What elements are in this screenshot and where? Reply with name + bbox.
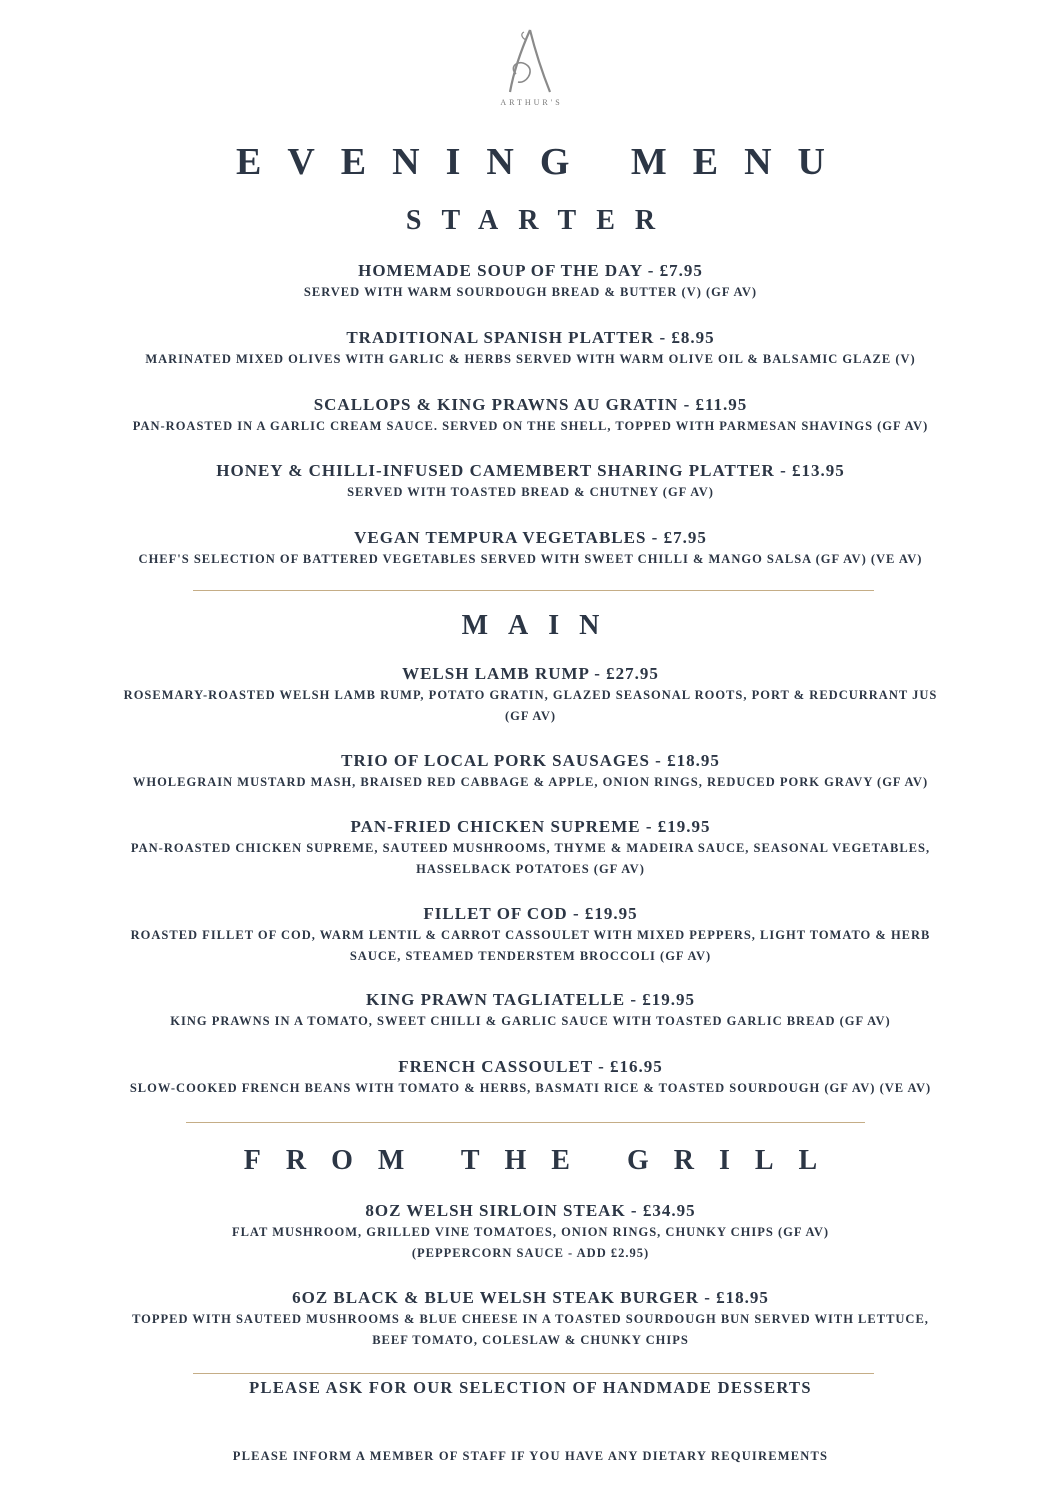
menu-item [30,750,1031,793]
item-name: KING PRAWN TAGLIATELLE - £19.95 [365,990,695,1009]
item-description: MARINATED MIXED OLIVES WITH GARLIC & HERBS SERVED WITH WARM OLIVE OIL & BALSAMIC GLAZE (V) [145,352,916,366]
item-description: SLOW-COOKED FRENCH BEANS WITH TOMATO & HERBS, BASMATI RICE & TOASTED SOURDOUGH (GF AV) (VE AV) [129,1081,932,1095]
arthurs-logo [490,26,570,116]
menu-item [30,903,1031,967]
item-name: PAN-FRIED CHICKEN SUPREME - £19.95 [350,817,711,836]
item-description: PAN-ROASTED IN A GARLIC CREAM SAUCE. SERVED ON THE SHELL, TOPPED WITH PARMESAN SHAVINGS (GF AV) [132,419,929,433]
section-heading-grill: FROM THE GRILL [243,1145,843,1176]
item-name: FILLET OF COD - £19.95 [423,904,638,923]
brand-name: ARTHUR'S [500,98,563,107]
menu-item [30,1200,1031,1264]
menu-item [30,394,1031,437]
a-monogram-icon [500,26,560,96]
item-name: 6OZ BLACK & BLUE WELSH STEAK BURGER - £18.95 [292,1288,769,1307]
menu-item [30,663,1031,727]
item-name: VEGAN TEMPURA VEGETABLES - £7.95 [354,528,707,547]
menu-item [30,327,1031,370]
page-title: EVENING MENU [236,141,851,183]
item-description: PAN-ROASTED CHICKEN SUPREME, SAUTEED MUSHROOMS, THYME & MADEIRA SAUCE, SEASONAL VEGETABLES, HASSELBACK POTATOES (GF AV) [130,841,931,876]
item-description: WHOLEGRAIN MUSTARD MASH, BRAISED RED CABBAGE & APPLE, ONION RINGS, REDUCED PORK GRAVY (GF AV) [132,775,929,789]
item-name: 8OZ WELSH SIRLOIN STEAK - £34.95 [365,1201,696,1220]
item-description: TOPPED WITH SAUTEED MUSHROOMS & BLUE CHEESE IN A TOASTED SOURDOUGH BUN SERVED WITH LETTUCE, BEEF TOMATO, COLESLAW & CHUNKY CHIPS [132,1312,929,1347]
dietary-note: PLEASE INFORM A MEMBER OF STAFF IF YOU HAVE ANY DIETARY REQUIREMENTS [232,1449,829,1463]
item-description: CHEF'S SELECTION OF BATTERED VEGETABLES SERVED WITH SWEET CHILLI & MANGO SALSA (GF AV) (VE AV) [138,552,923,566]
section-divider [193,1373,874,1374]
item-name: FRENCH CASSOULET - £16.95 [398,1057,663,1076]
item-description: ROASTED FILLET OF COD, WARM LENTIL & CARROT CASSOULET WITH MIXED PEPPERS, LIGHT TOMATO & HERB SAUCE, STEAMED TENDERSTEM BROCCOLI (GF AV) [130,928,931,963]
section-heading-main: MAIN [461,610,620,641]
desserts-note: PLEASE ASK FOR OUR SELECTION OF HANDMADE DESSERTS [249,1378,812,1397]
menu-item [30,260,1031,303]
item-name: WELSH LAMB RUMP - £27.95 [402,664,659,683]
item-name: TRADITIONAL SPANISH PLATTER - £8.95 [346,328,715,347]
menu-item [30,460,1031,503]
item-description: SERVED WITH TOASTED BREAD & CHUTNEY (GF AV) [347,485,714,499]
section-divider [193,590,874,591]
section-divider [186,1122,865,1123]
menu-item [30,1056,1031,1099]
menu-item [30,1287,1031,1351]
item-name: TRIO OF LOCAL PORK SAUSAGES - £18.95 [341,751,720,770]
item-name: HONEY & CHILLI-INFUSED CAMEMBERT SHARING PLATTER - £13.95 [216,461,845,480]
item-name: HOMEMADE SOUP OF THE DAY - £7.95 [358,261,703,280]
section-heading-starter: STARTER [405,205,676,236]
menu-item [30,816,1031,880]
item-description: KING PRAWNS IN A TOMATO, SWEET CHILLI & GARLIC SAUCE WITH TOASTED GARLIC BREAD (GF AV) [170,1014,891,1028]
menu-item [30,527,1031,570]
item-description: SERVED WITH WARM SOURDOUGH BREAD & BUTTER (V) (GF AV) [303,285,758,299]
item-description: ROSEMARY-ROASTED WELSH LAMB RUMP, POTATO GRATIN, GLAZED SEASONAL ROOTS, PORT & REDCURRANT JUS (GF AV) [123,688,938,723]
item-description: FLAT MUSHROOM, GRILLED VINE TOMATOES, ONION RINGS, CHUNKY CHIPS (GF AV) (PEPPERCORN SAUCE - ADD £2.95) [231,1225,830,1260]
menu-item [30,989,1031,1032]
item-name: SCALLOPS & KING PRAWNS AU GRATIN - £11.95 [313,395,748,414]
